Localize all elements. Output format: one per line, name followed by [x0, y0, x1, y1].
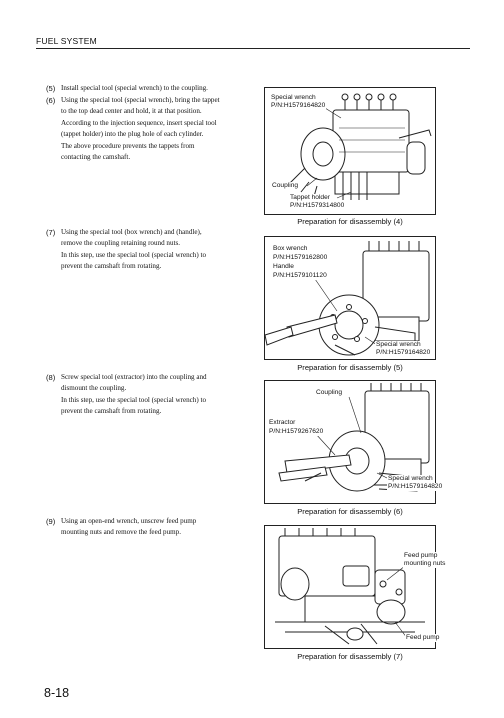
label-special-wrench: Special wrench [376, 341, 421, 348]
figure-7-caption: Preparation for disassembly (7) [297, 652, 403, 661]
step-text-line: remove the coupling retaining round nuts. [61, 239, 180, 248]
figure-6 [264, 380, 443, 504]
step-6 [46, 95, 242, 163]
figure-4-caption: Preparation for disassembly (4) [297, 217, 403, 226]
step-text-line: Using an open-end wrench, unscrew feed pump [61, 517, 197, 525]
label-extractor-pn: P/N:H1579267620 [269, 428, 324, 435]
step-text-line: prevent the camshaft from rotating. [61, 407, 162, 416]
step-number: (7) [46, 228, 56, 237]
page-number: 8-18 [44, 686, 70, 700]
label-extractor: Extractor [269, 419, 296, 426]
label-special-wrench-pn: P/N:H1579164820 [376, 349, 431, 356]
label-special-wrench-pn: P/N:H1579164820 [388, 483, 443, 490]
step-number: (8) [46, 373, 56, 382]
figure-7 [264, 525, 446, 649]
label-handle: Handle [273, 263, 294, 270]
step-number: (9) [46, 517, 56, 526]
label-tappet-holder-pn: P/N:H1579314800 [290, 202, 345, 209]
step-text-line: In this step, use the special tool (special wrench) to [61, 250, 206, 259]
step-text-line: Screw special tool (extractor) into the coupling and [61, 373, 207, 381]
label-box-wrench-pn: P/N:H1579162800 [273, 254, 328, 261]
figure-5-caption: Preparation for disassembly (5) [297, 363, 403, 372]
step-text-line: (tappet holder) into the plug hole of each cylinder. [61, 130, 204, 139]
label-special-wrench-pn: P/N:H1579164820 [271, 102, 326, 109]
label-feed-pump-nuts-line1: Feed pump [404, 552, 438, 559]
step-text-line: dismount the coupling. [61, 384, 127, 393]
step-text-line: mounting nuts and remove the feed pump. [61, 528, 181, 537]
step-number: (5) [46, 84, 56, 93]
figure-7-illustration [265, 526, 435, 648]
label-box-wrench: Box wrench [273, 245, 308, 252]
label-special-wrench: Special wrench [271, 94, 316, 101]
label-coupling: Coupling [272, 182, 299, 189]
step-text-line: to the top dead center and hold, it at that position. [61, 107, 202, 116]
step-text-line: The above procedure prevents the tappets from [61, 141, 195, 150]
label-coupling: Coupling [316, 389, 343, 396]
label-feed-pump: Feed pump [406, 634, 440, 641]
step-text-line: contacting the camshaft. [61, 153, 131, 162]
page-header [36, 36, 470, 50]
step-text-line: Using the special tool (special wrench), bring the tappet [61, 96, 220, 104]
header-rule [36, 48, 470, 49]
step-text-line: According to the injection sequence, insert special tool [61, 118, 217, 127]
figure-5 [264, 236, 436, 360]
label-special-wrench: Special wrench [388, 475, 433, 482]
section-title: FUEL SYSTEM [36, 36, 97, 46]
step-number: (6) [46, 96, 56, 105]
label-feed-pump-nuts-line2: mounting nuts [404, 560, 446, 567]
label-tappet-holder: Tappet holder [290, 194, 330, 201]
step-9 [46, 516, 242, 539]
step-text: Install special tool (special wrench) to the coupling. [61, 84, 208, 92]
step-text-line: In this step, use the special tool (special wrench) to [61, 395, 206, 404]
step-5 [46, 83, 242, 94]
label-handle-pn: P/N:H1579101120 [273, 272, 327, 279]
figure-6-caption: Preparation for disassembly (6) [297, 507, 403, 516]
step-text-line: prevent the camshaft from rotating. [61, 262, 162, 271]
step-text-line: Using the special tool (box wrench) and (handle), [61, 228, 202, 236]
step-8 [46, 372, 242, 418]
figure-4 [264, 87, 436, 215]
step-7 [46, 227, 242, 273]
